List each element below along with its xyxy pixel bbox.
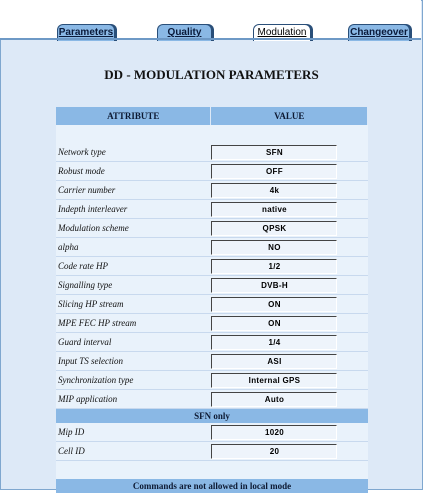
table-row	[56, 295, 368, 314]
attribute-header: ATTRIBUTE	[56, 107, 211, 125]
table-row	[56, 219, 368, 238]
table-row	[56, 200, 368, 219]
table-row	[56, 143, 368, 162]
attribute-label: MIP application	[56, 390, 211, 409]
tab-parameters[interactable]: Parameters	[57, 24, 115, 41]
tab-modulation[interactable]: Modulation	[253, 24, 311, 41]
value-field: ON	[211, 297, 337, 312]
tab-bar-rule	[0, 38, 421, 40]
spacer-row	[56, 461, 368, 479]
value-field: 1/2	[211, 259, 337, 274]
table-header-row	[56, 107, 368, 125]
value-field: DVB-H	[211, 278, 337, 293]
value-field: Internal GPS	[211, 373, 337, 388]
table-row	[56, 423, 368, 442]
tab-quality[interactable]: Quality	[157, 24, 212, 41]
attribute-label: Input TS selection	[56, 352, 211, 371]
attribute-label: Carrier number	[56, 181, 211, 200]
tab-changeover[interactable]: Changeover	[348, 24, 410, 41]
attribute-label: Slicing HP stream	[56, 295, 211, 314]
value-field: native	[211, 202, 337, 217]
value-field: 1020	[211, 425, 337, 440]
spacer-row	[56, 125, 368, 143]
table-row	[56, 238, 368, 257]
sfn-only-section-header	[56, 409, 368, 423]
table-row	[56, 181, 368, 200]
page-title: DD - MODULATION PARAMETERS	[104, 67, 319, 82]
attribute-label: Synchronization type	[56, 371, 211, 390]
table-row	[56, 276, 368, 295]
table-row	[56, 314, 368, 333]
value-field: ASI	[211, 354, 337, 369]
attribute-label: Signalling type	[56, 276, 211, 295]
attribute-label: Mip ID	[56, 423, 211, 442]
value-field: Auto	[211, 392, 337, 407]
tab-bar	[0, 0, 421, 40]
table-row	[56, 390, 368, 409]
attribute-label: MPE FEC HP stream	[56, 314, 211, 333]
attribute-label: Code rate HP	[56, 257, 211, 276]
attribute-label: Modulation scheme	[56, 219, 211, 238]
attribute-label: Indepth interleaver	[56, 200, 211, 219]
table-row	[56, 371, 368, 390]
attribute-label: Guard interval	[56, 333, 211, 352]
value-field: ON	[211, 316, 337, 331]
value-field: 20	[211, 444, 337, 459]
footer-notice-row	[56, 479, 368, 493]
value-field: OFF	[211, 164, 337, 179]
value-field: SFN	[211, 145, 337, 160]
value-field: 4k	[211, 183, 337, 198]
table-row	[56, 442, 368, 461]
local-mode-notice: Commands are not allowed in local mode	[56, 479, 368, 493]
table-row	[56, 162, 368, 181]
value-header: VALUE	[211, 107, 368, 125]
attribute-label: Network type	[56, 143, 211, 162]
table-row	[56, 333, 368, 352]
value-field: NO	[211, 240, 337, 255]
value-field: 1/4	[211, 335, 337, 350]
attribute-label: alpha	[56, 238, 211, 257]
table-row	[56, 257, 368, 276]
attribute-label: Robust mode	[56, 162, 211, 181]
table-row	[56, 352, 368, 371]
attribute-label: Cell ID	[56, 442, 211, 461]
parameters-table	[56, 107, 368, 493]
section-label: SFN only	[56, 409, 368, 423]
value-field: QPSK	[211, 221, 337, 236]
